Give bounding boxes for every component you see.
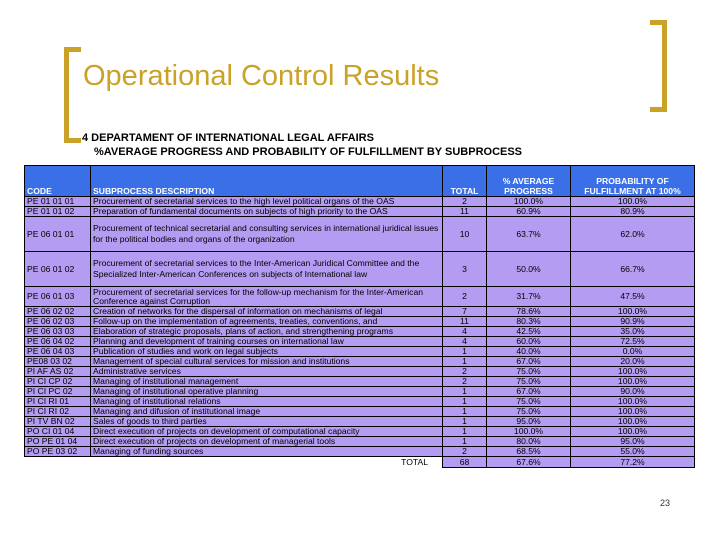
row-code: PE 06 02 03: [25, 317, 91, 327]
right-bracket-decoration: [650, 20, 667, 112]
row-total: 1: [443, 417, 487, 427]
row-total: 2: [443, 197, 487, 207]
row-probability: 100.0%: [571, 307, 695, 317]
row-average-progress: 60.9%: [487, 207, 571, 217]
row-description: Managing of institutional management: [91, 377, 443, 387]
row-code: PI CI CP 02: [25, 377, 91, 387]
table-row: [25, 317, 695, 327]
row-total: 4: [443, 337, 487, 347]
table-row: [25, 287, 695, 307]
row-probability: 62.0%: [571, 217, 695, 252]
row-description: Publication of studies and work on legal subjects: [91, 347, 443, 357]
table-row: [25, 347, 695, 357]
row-probability: 100.0%: [571, 417, 695, 427]
table-row: [25, 387, 695, 397]
table-row: [25, 447, 695, 457]
table-heading: [82, 131, 602, 159]
row-total: 1: [443, 407, 487, 417]
row-probability: 35.0%: [571, 327, 695, 337]
row-probability: 100.0%: [571, 367, 695, 377]
row-total: 1: [443, 347, 487, 357]
table-subtitle: %AVERAGE PROGRESS AND PROBABILITY OF FULFILLMENT BY SUBPROCESS: [94, 146, 523, 158]
row-code: PE 01 01 02: [25, 207, 91, 217]
row-total: 2: [443, 287, 487, 307]
row-average-progress: 67.0%: [487, 387, 571, 397]
row-description: Direct execution of projects on development of computational capacity: [91, 427, 443, 437]
row-code: PI CI RI 01: [25, 397, 91, 407]
row-total: 7: [443, 307, 487, 317]
row-probability: 0.0%: [571, 347, 695, 357]
row-code: PE 06 04 03: [25, 347, 91, 357]
table-row: [25, 217, 695, 252]
row-average-progress: 100.0%: [487, 197, 571, 207]
row-total: 1: [443, 357, 487, 367]
total-count: 68: [443, 457, 487, 468]
row-code: PI TV BN 02: [25, 417, 91, 427]
row-code: PE 01 01 01: [25, 197, 91, 207]
table-row: [25, 427, 695, 437]
row-probability: 100.0%: [571, 427, 695, 437]
row-description: Preparation of fundamental documents on subjects of high priority to the OAS: [91, 207, 443, 217]
row-average-progress: 100.0%: [487, 427, 571, 437]
row-average-progress: 31.7%: [487, 287, 571, 307]
table-row: [25, 377, 695, 387]
table-row: [25, 367, 695, 377]
table-total-row: [25, 457, 695, 468]
row-description: Procurement of secretarial services to the Inter-American Juridical Committee and the Specialized Inter-American Conferences on subjects of International law: [91, 252, 443, 287]
row-code: PE 06 04 02: [25, 337, 91, 347]
total-label: TOTAL: [91, 457, 443, 468]
header-code: CODE: [25, 166, 91, 197]
subprocess-table: [24, 165, 695, 468]
row-probability: 100.0%: [571, 197, 695, 207]
table-header-row: [25, 166, 695, 197]
row-total: 2: [443, 377, 487, 387]
row-total: 3: [443, 252, 487, 287]
row-description: Follow-up on the implementation of agreements, treaties, conventions, and: [91, 317, 443, 327]
row-average-progress: 95.0%: [487, 417, 571, 427]
table-row: [25, 397, 695, 407]
row-code: PE 06 03 03: [25, 327, 91, 337]
row-total: 2: [443, 447, 487, 457]
row-code: PE 06 02 02: [25, 307, 91, 317]
header-description: SUBPROCESS DESCRIPTION: [91, 166, 443, 197]
row-average-progress: 75.0%: [487, 397, 571, 407]
row-total: 2: [443, 367, 487, 377]
table-row: [25, 327, 695, 337]
row-probability: 47.5%: [571, 287, 695, 307]
row-total: 11: [443, 317, 487, 327]
row-description: Procurement of secretarial services for the follow-up mechanism for the Inter-American Conference against Corruption: [91, 287, 443, 307]
row-description: Elaboration of strategic proposals, plans of action, and strengthening programs: [91, 327, 443, 337]
row-code: PE 06 01 02: [25, 252, 91, 287]
row-average-progress: 78.6%: [487, 307, 571, 317]
row-probability: 95.0%: [571, 437, 695, 447]
page-number: 23: [660, 498, 671, 508]
row-probability: 100.0%: [571, 407, 695, 417]
total-probability: 77.2%: [571, 457, 695, 468]
total-average-progress: 67.6%: [487, 457, 571, 468]
table-row: [25, 407, 695, 417]
row-average-progress: 75.0%: [487, 367, 571, 377]
row-probability: 55.0%: [571, 447, 695, 457]
row-description: Managing and difusion of institutional image: [91, 407, 443, 417]
row-description: Procurement of technical secretarial and consulting services in international juridical issues for the political bodies and organs of the organization: [91, 217, 443, 252]
row-total: 1: [443, 437, 487, 447]
row-average-progress: 67.0%: [487, 357, 571, 367]
row-probability: 90.9%: [571, 317, 695, 327]
row-description: Direct execution of projects on development of managerial tools: [91, 437, 443, 447]
row-total: 4: [443, 327, 487, 337]
table-row: [25, 357, 695, 367]
table-row: [25, 417, 695, 427]
row-total: 10: [443, 217, 487, 252]
row-description: Creation of networks for the dispersal of information on mechanisms of legal: [91, 307, 443, 317]
row-average-progress: 75.0%: [487, 407, 571, 417]
row-average-progress: 63.7%: [487, 217, 571, 252]
slide-title: Operational Control Results: [83, 60, 440, 92]
header-probability: PROBABILITY OF FULFILLMENT AT 100%: [571, 166, 695, 197]
table-row: [25, 337, 695, 347]
row-average-progress: 40.0%: [487, 347, 571, 357]
row-description: Management of special cultural services for mission and institutions: [91, 357, 443, 367]
row-code: PO CI 01 04: [25, 427, 91, 437]
row-total: 1: [443, 427, 487, 437]
table-row: [25, 307, 695, 317]
row-code: PO PE 01 04: [25, 437, 91, 447]
header-total: TOTAL: [443, 166, 487, 197]
row-average-progress: 60.0%: [487, 337, 571, 347]
row-total: 1: [443, 397, 487, 407]
row-probability: 100.0%: [571, 397, 695, 407]
row-description: Administrative services: [91, 367, 443, 377]
row-probability: 100.0%: [571, 377, 695, 387]
row-average-progress: 42.5%: [487, 327, 571, 337]
row-code: PE 06 01 01: [25, 217, 91, 252]
row-description: Sales of goods to third parties: [91, 417, 443, 427]
row-description: Managing of institutional relations: [91, 397, 443, 407]
row-description: Procurement of secretarial services to the high level political organs of the OAS: [91, 197, 443, 207]
table-row: [25, 197, 695, 207]
row-total: 11: [443, 207, 487, 217]
row-description: Planning and development of training courses on international law: [91, 337, 443, 347]
row-probability: 66.7%: [571, 252, 695, 287]
department-heading: 4 DEPARTAMENT OF INTERNATIONAL LEGAL AFFAIRS: [82, 132, 374, 144]
row-probability: 80.9%: [571, 207, 695, 217]
left-bracket-decoration: [64, 47, 81, 143]
row-total: 1: [443, 387, 487, 397]
row-probability: 20.0%: [571, 357, 695, 367]
table-row: [25, 437, 695, 447]
row-description: Managing of funding sources: [91, 447, 443, 457]
row-average-progress: 50.0%: [487, 252, 571, 287]
row-average-progress: 80.3%: [487, 317, 571, 327]
table-row: [25, 252, 695, 287]
row-code: PO PE 03 02: [25, 447, 91, 457]
row-average-progress: 75.0%: [487, 377, 571, 387]
row-average-progress: 68.5%: [487, 447, 571, 457]
row-code: PI CI RI 02: [25, 407, 91, 417]
row-probability: 90.0%: [571, 387, 695, 397]
row-probability: 72.5%: [571, 337, 695, 347]
row-description: Managing of institutional operative planning: [91, 387, 443, 397]
row-code: PI CI PC 02: [25, 387, 91, 397]
row-code: PE08 03 02: [25, 357, 91, 367]
row-code: PI AF AS 02: [25, 367, 91, 377]
row-average-progress: 80.0%: [487, 437, 571, 447]
table-row: [25, 207, 695, 217]
row-code: PE 06 01 03: [25, 287, 91, 307]
header-average-progress: % AVERAGE PROGRESS: [487, 166, 571, 197]
